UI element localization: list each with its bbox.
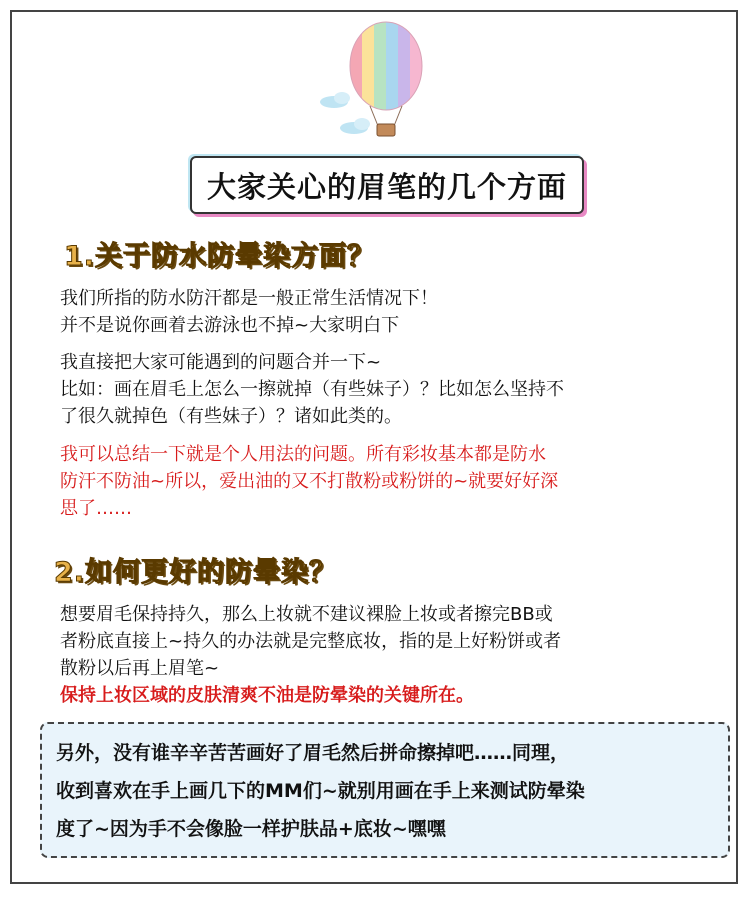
text-line: 了很久就掉色（有些妹子）？诸如此类的。 — [60, 406, 402, 427]
text-line: 思了…… — [60, 498, 132, 519]
text-line: 想要眉毛保持持久，那么上妆就不建议裸脸上妆或者擦完BB或 — [60, 604, 553, 625]
text-line: 比如：画在眉毛上怎么一擦就掉（有些妹子）？比如怎么坚持不 — [60, 379, 564, 400]
note-box — [40, 722, 730, 858]
section1-para3 — [60, 441, 740, 522]
text-line: 我们所指的防水防汗都是一般正常生活情况下！ — [60, 288, 438, 309]
section1-para2 — [60, 349, 740, 430]
section2-heading: 2.如何更好的防晕染？ — [54, 557, 338, 588]
section2-para1 — [60, 601, 740, 709]
note-line: 收到喜欢在手上画几下的MM们~就别用画在手上来测试防晕染 — [56, 780, 585, 802]
note-line: 度了~因为手不会像脸一样护肤品+底妆~嘿嘿 — [56, 818, 446, 840]
hot-air-balloon-icon — [318, 18, 448, 148]
text-line: 者粉底直接上~持久的办法就是完整底妆，指的是上好粉饼或者 — [60, 631, 562, 652]
section1-heading: 1.关于防水防晕染方面？ — [64, 241, 376, 272]
text-line: 我直接把大家可能遇到的问题合并一下~ — [60, 352, 382, 373]
page-title: 大家关心的眉笔的几个方面 — [206, 169, 567, 204]
section1-para1 — [60, 285, 740, 339]
text-line: 散粉以后再上眉笔~ — [60, 658, 220, 679]
text-line: 防汗不防油~所以，爱出油的又不打散粉或粉饼的~就要好好深 — [60, 471, 559, 492]
title-banner — [190, 156, 584, 214]
key-point: 保持上妆区域的皮肤清爽不油是防晕染的关键所在。 — [60, 685, 474, 706]
note-line: 另外，没有谁辛辛苦苦画好了眉毛然后拼命擦掉吧……同理， — [56, 742, 570, 764]
text-line: 我可以总结一下就是个人用法的问题。所有彩妆基本都是防水 — [60, 444, 546, 465]
text-line: 并不是说你画着去游泳也不掉~大家明白下 — [60, 315, 400, 336]
